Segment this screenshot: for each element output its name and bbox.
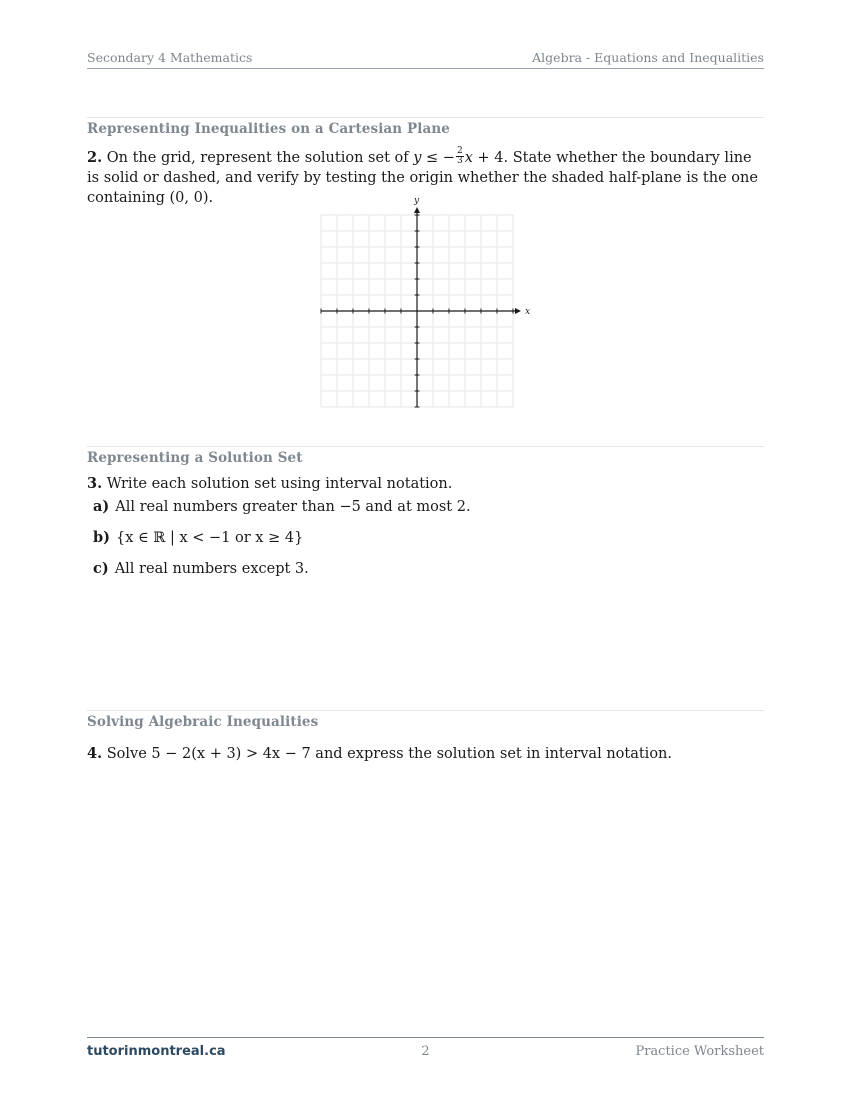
section-divider [87, 710, 764, 711]
item-text: All real numbers except 3. [114, 561, 309, 577]
problem-2-inequality: y ≤ − $\frac{2}{3}$ x + 4. [413, 145, 509, 166]
problem-3-text: Write each solution set using interval notation. [106, 476, 453, 492]
problem-3a [93, 498, 471, 515]
x-axis-label: x [525, 307, 530, 317]
y-axis-label: y [414, 198, 420, 206]
footer-page-number: 2 [421, 1044, 430, 1059]
problem-4 [87, 744, 764, 764]
section-divider [87, 117, 764, 118]
section-title-inequalities-plane: Representing Inequalities on a Cartesian Plane [87, 121, 450, 137]
x-axis-arrow [515, 308, 521, 314]
section-divider [87, 446, 764, 447]
cartesian-grid[interactable] [310, 198, 530, 413]
header-course: Secondary 4 Mathematics [87, 50, 253, 65]
page-header [87, 50, 764, 69]
item-label: a) [93, 498, 110, 515]
problem-2-text-a: On the grid, represent the solution set of [106, 150, 409, 166]
problem-2-text-b: State whether the boundary line is solid or dashed, and verify by testing the origin whether the shaded half-plane is the one containing (0, 0). [87, 150, 758, 206]
problem-3 [87, 474, 764, 494]
item-text: {x ∈ ℝ | x < −1 or x ≥ 4} [116, 530, 304, 546]
section-title-algebraic-inequalities: Solving Algebraic Inequalities [87, 714, 319, 730]
header-topic: Algebra - Equations and Inequalities [532, 50, 764, 65]
problem-3b [93, 529, 303, 546]
item-label: b) [93, 529, 110, 546]
section-title-solution-set: Representing a Solution Set [87, 450, 303, 466]
item-label: c) [93, 560, 109, 577]
page-footer [87, 1037, 764, 1066]
footer-site-link[interactable]: tutorinmontreal.ca [87, 1044, 226, 1059]
y-axis-arrow [414, 207, 420, 213]
problem-3c [93, 560, 309, 577]
problem-2-number: 2. [87, 149, 103, 166]
problem-4-number: 4. [87, 745, 103, 762]
item-text: All real numbers greater than −5 and at most 2. [115, 499, 471, 515]
problem-3-number: 3. [87, 475, 103, 492]
footer-worksheet-label: Practice Worksheet [635, 1044, 764, 1059]
problem-4-text: Solve 5 − 2(x + 3) > 4x − 7 and express the solution set in interval notation. [106, 746, 672, 762]
